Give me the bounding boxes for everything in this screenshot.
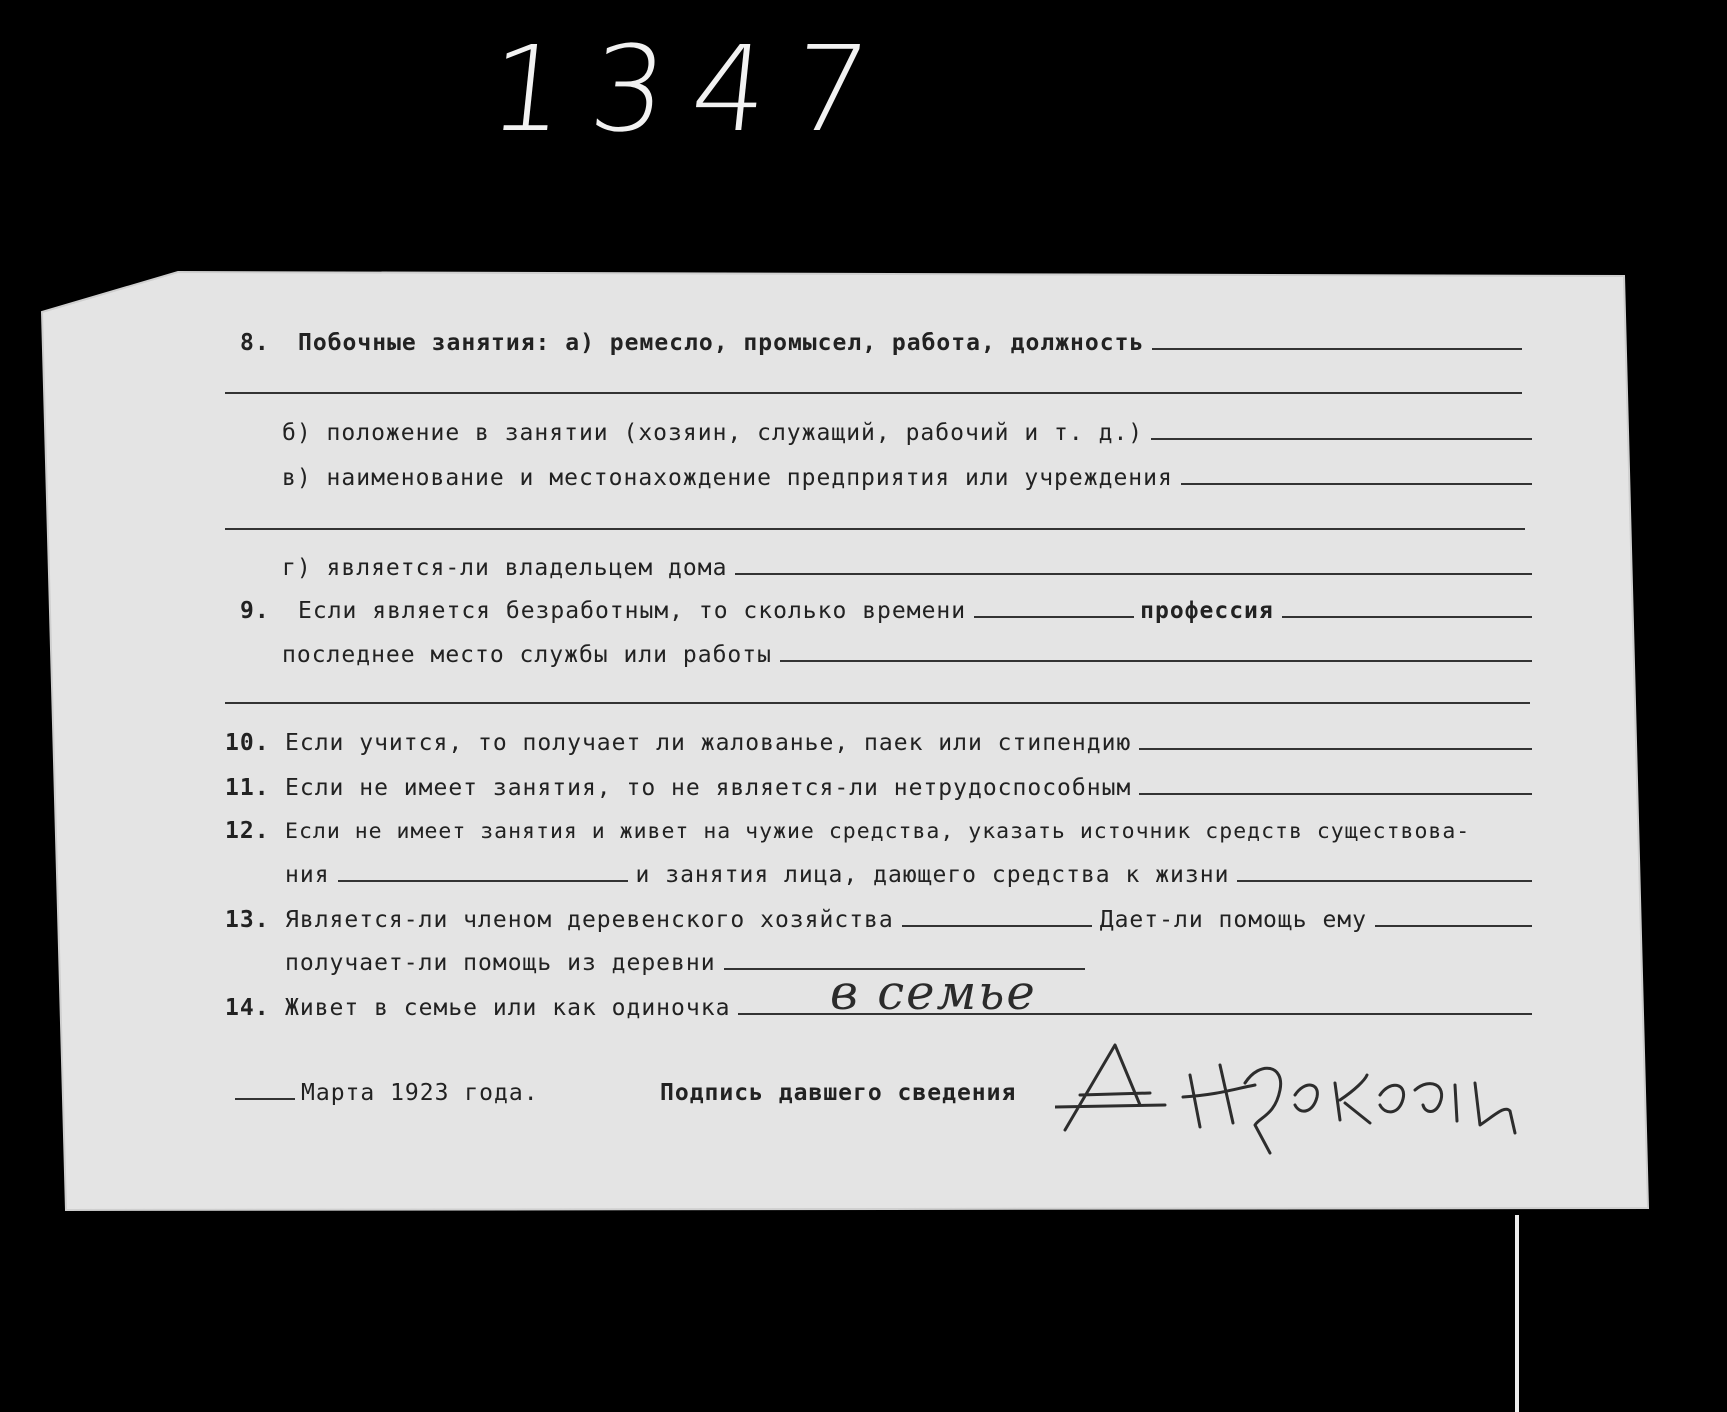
q12-label-a: Если не имеет занятия и живет на чужие средства, указать источник средств существова- (285, 819, 1471, 844)
date-row (235, 1080, 655, 1106)
q12-label-b: ния (285, 862, 330, 888)
q8-number: 8. (240, 330, 270, 356)
q9c-fill-line[interactable] (780, 660, 1532, 662)
q13-row (225, 907, 1532, 933)
q13-member-fill[interactable] (902, 925, 1092, 927)
q13-label-b: Дает-ли помощь ему (1099, 907, 1367, 933)
q8v-label: в) наименование и местонахождение предприятия или учреждения (282, 465, 1173, 491)
q8-label: Побочные занятия: а) ремесло, промысел, работа, должность (298, 330, 1145, 356)
q12b-row (285, 862, 1532, 888)
q9-duration-fill[interactable] (974, 616, 1134, 618)
q8v-continuation-line[interactable] (225, 528, 1525, 530)
q11-fill-line[interactable] (1139, 793, 1532, 795)
q10-row (225, 730, 1532, 756)
q9-row (240, 598, 1532, 624)
q12-row (225, 818, 1555, 844)
q8-continuation-line[interactable] (225, 392, 1522, 394)
q10-label: Если учится, то получает ли жалованье, паек или стипендию (285, 730, 1132, 756)
q13-number: 13. (225, 907, 270, 933)
q11-number: 11. (225, 775, 270, 801)
q12-occupation-fill[interactable] (1237, 880, 1532, 882)
archive-number: 1347 (482, 20, 902, 158)
q8b-row (282, 420, 1532, 446)
q8b-fill-line[interactable] (1151, 438, 1532, 440)
q9-continuation-line[interactable] (225, 702, 1530, 704)
day-fill[interactable] (235, 1098, 295, 1100)
q14-handwritten-answer: в семье (830, 965, 1037, 1021)
q9-label-b: профессия (1140, 598, 1274, 624)
date-text: Марта 1923 года. (301, 1080, 539, 1106)
q8v-fill-line[interactable] (1181, 483, 1532, 485)
q8v-row (282, 465, 1532, 491)
q14-number: 14. (225, 995, 270, 1021)
q9c-row (282, 642, 1532, 668)
q8-row (240, 330, 1522, 356)
q14-label: Живет в семье или как одиночка (285, 995, 731, 1021)
q9-number: 9. (240, 598, 270, 624)
q13-help-fill[interactable] (1375, 925, 1532, 927)
q8g-fill-line[interactable] (735, 573, 1532, 575)
q8g-row (282, 555, 1532, 581)
q8b-label: б) положение в занятии (хозяин, служащий, рабочий и т. д.) (282, 420, 1144, 446)
q13-label-c: получает-ли помощь из деревни (285, 950, 716, 976)
q9-profession-fill[interactable] (1282, 616, 1532, 618)
q11-row (225, 775, 1532, 801)
q8g-label: г) является-ли владельцем дома (282, 555, 728, 581)
q10-number: 10. (225, 730, 270, 756)
q11-label: Если не имеет занятия, то не является-ли нетрудоспособным (285, 775, 1132, 801)
q12-label-c: и занятия лица, дающего средства к жизни (635, 862, 1230, 888)
handwritten-signature (1055, 1035, 1625, 1155)
q12-source-fill[interactable] (338, 880, 628, 882)
q9-label-c: последнее место службы или работы (282, 642, 772, 668)
q12-number: 12. (225, 818, 270, 844)
signature-label: Подпись давшего сведения (660, 1080, 1017, 1106)
q9-label-a: Если является безработным, то сколько времени (298, 598, 967, 624)
q8-fill-line[interactable] (1152, 348, 1522, 350)
film-edge-mark (1515, 1215, 1519, 1412)
q10-fill-line[interactable] (1139, 748, 1532, 750)
q13-label-a: Является-ли членом деревенского хозяйства (285, 907, 894, 933)
